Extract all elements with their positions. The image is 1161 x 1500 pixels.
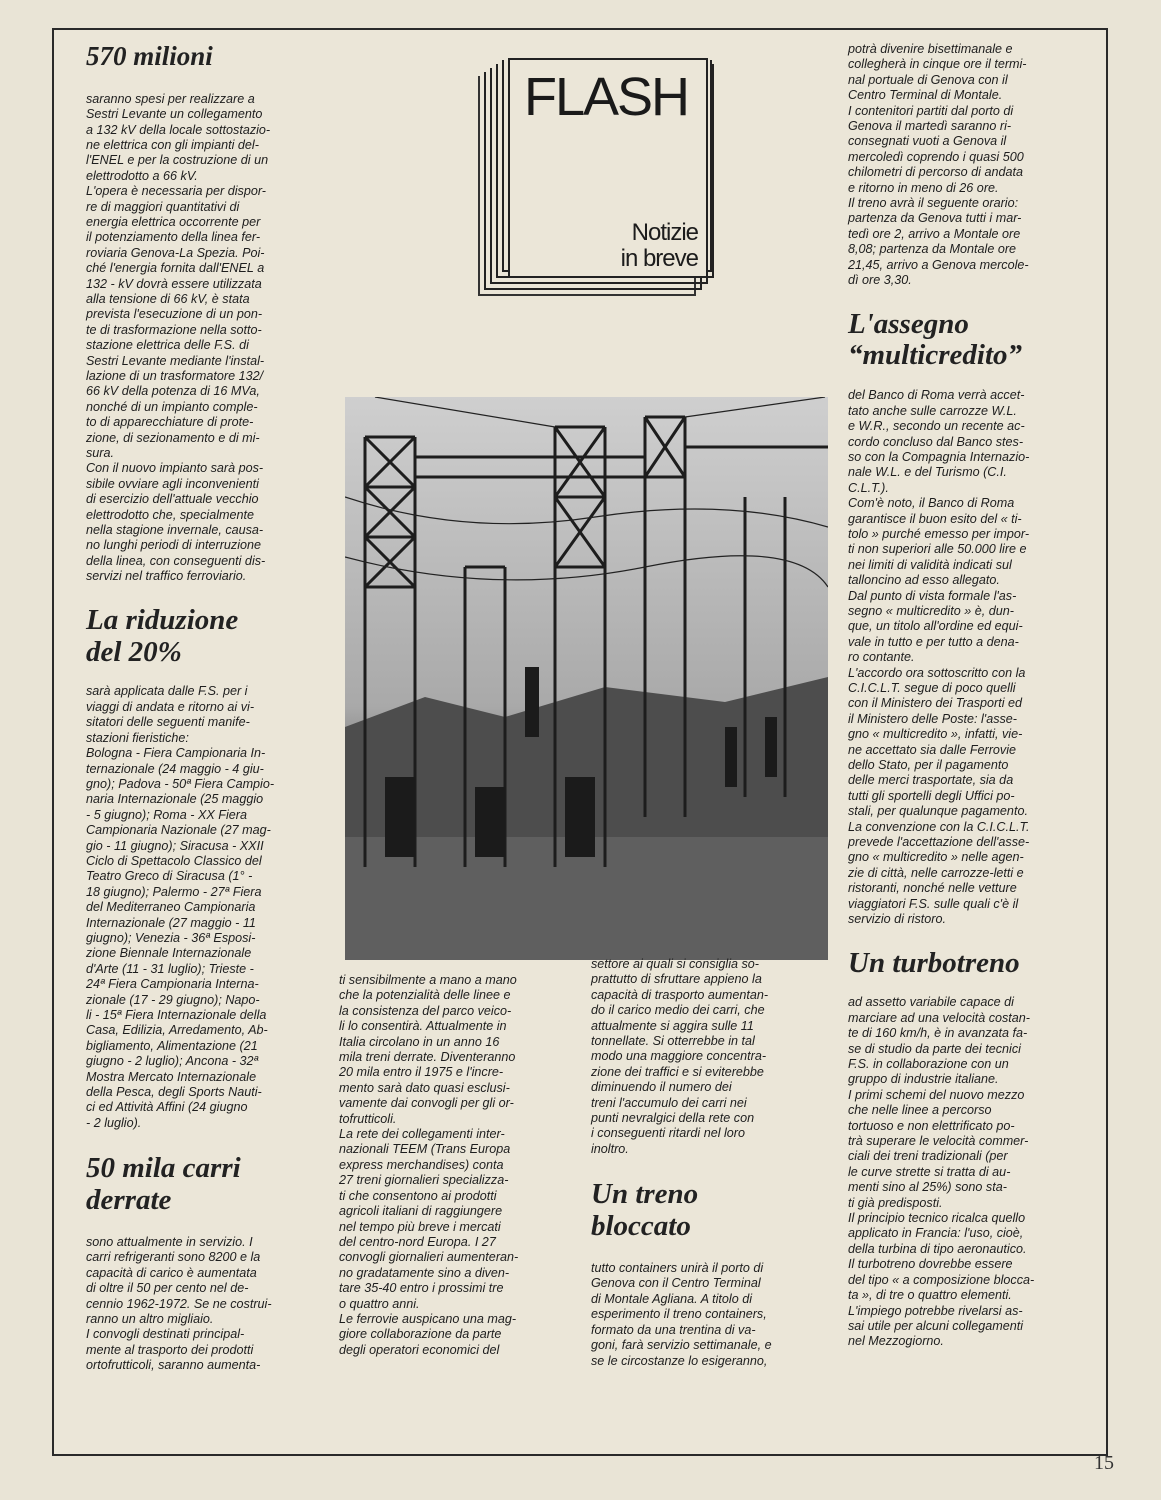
article-570-milioni-body: saranno spesi per realizzare a Sestri Levante un collegamento a 132 kV della locale sottostazio- ne elettrica con gli impianti del- l'ENEL e per la costruzione di un elettrodotto a 66 kV. L'opera è necessaria per dispor- re di maggiori quantitativi di energia elettrica occorrente per il potenziamento della linea fer- roviaria Genova-La Spezia. Poi- ché l'energia fornita dall'ENEL a 132 - kV dovrà essere utilizzata alla tensione di 66 kV, è stata prevista l'esecuzione di un pon- te di trasformazione nella sotto- stazione elettrica delle F.S. di Sestri Levante mediante l'instal- lazione di un trasformatore 132/ 66 kV della potenza di 16 MVa, nonché di un impianto comple- to di apparecchiature di prote- zione, di sezionamento e di mi- sura. Con il nuovo impianto sarà pos- sibile ovviare agli inconvenienti di esercizio dell'attuale vecchio elettrodotto che, specialmente nella stagione invernale, causa- no lunghi periodi di interruzione della linea, con conseguenti dis- servizi nel traffico ferroviario.	[86, 91, 271, 584]
flash-subtitle: Notizie in breve	[620, 219, 698, 272]
page-number: 15	[1094, 1452, 1114, 1474]
headline-riduzione: La riduzione del 20%	[86, 603, 239, 668]
headline-assegno-multicredito: L'assegno “multicredito”	[848, 307, 1022, 372]
column-1	[86, 42, 331, 1374]
article-turbotreno-body: ad assetto variabile capace di marciare ad una velocità costan- te di 160 km/h, è in avanzata fa- se di studio da parte dei tecnici F.S. in collaborazione con un gruppo di industrie italiane. I primi schemi del nuovo mezzo che nelle linee a percorso tortuoso e non elettrificato po- trà superare le velocità commer- ciali dei treni tradizionali (per le curve strette si tratta di au- menti sino al 25%) sono sta- ti già predisposti. Il principio tecnico ricalca quello applicato in Francia: l'uso, cioè, della turbina di tipo aeronautico. Il turbotreno dovrebbe essere del tipo « a composizione blocca- ta », di tre o quattro elementi. L'impiego potrebbe rivelarsi as- sai utile per alcuni collegamenti nel Mezzogiorno.	[848, 995, 1035, 1349]
column-4	[848, 42, 1093, 1350]
article-riduzione-body: sarà applicata dalle F.S. per i viaggi di andata e ritorno ai vi- sitatori delle seguenti manife- stazioni fieristiche: Bologna - Fiera Campionaria In- ternazionale (24 maggio - 4 giu- gno); Padova - 50ª Fiera Campio- naria Internazionale (25 maggio - 5 giugno); Roma - XX Fiera Campionaria Nazionale (27 mag- gio - 11 giugno); Siracusa - XXII Ciclo di Spettacolo Classico del Teatro Greco di Siracusa (1° - 18 giugno); Palermo - 27ª Fiera del Mediterraneo Campionaria Internazionale (27 maggio - 11 giugno); Venezia - 36ª Esposi- zione Biennale Internazionale d'Arte (11 - 31 luglio); Trieste - 24ª Fiera Campionaria Interna- zionale (17 - 29 giugno); Napo- li - 15ª Fiera Internazionale della Casa, Edilizia, Arredamento, Ab- bigliamento, Alimentazione (21 giugno - 2 luglio); Ancona - 32ª Mostra Mercato Internazionale della Pesca, degli Sports Nauti- ci ed Attività Affini (24 giugno - 2 luglio).	[86, 684, 275, 1130]
article-assegno-multicredito-body: del Banco di Roma verrà accet- tato anche sulle carrozze W.L. e W.R., secondo un recente ac- cordo concluso dal Banco stes- so con la Compagnia Internazio- nale W.L. e del Turismo (C.I. C.L.T.). Com'è noto, il Banco di Roma garantisce il buon esito del « ti- tolo » purché emesso per impor- ti non superiori alle 50.000 lire e nei limiti di validità indicati sul talloncino ad esso allegato. Dal punto di vista formale l'as- segno « multicredito » è, dun- que, un titolo all'ordine ed equi- vale in tutto e per tutto a dena- ro contante. L'accordo ora sottoscritto con la C.I.C.L.T. segue di poco quelli con il Ministero dei Trasporti ed il Ministero delle Poste: l'asse- gno « multicredito », infatti, vie- ne accettato sia dalle Ferrovie dello Stato, per il pagamento delle merci trasportate, sia da tutti gli sportelli degli Uffici po- stali, per qualunque pagamento. La convenzione con la C.I.C.L.T. prevede l'accettazione dell'asse- gno « multicredito » nelle agen- zie di città, nelle carrozze-letti e ristoranti, nonché nelle vetture viaggiatori F.S. sulle quali c'è il servizio di ristoro.	[848, 388, 1030, 927]
headline-570-milioni: 570 milioni	[86, 41, 213, 71]
substation-illustration	[345, 397, 828, 960]
column-3	[591, 957, 829, 1369]
headline-turbotreno: Un turbotreno	[848, 946, 1020, 979]
flash-title: FLASH	[524, 67, 689, 127]
article-treno-bloccato-body: tutto containers unirà il porto di Genova con il Centro Terminal di Montale Agliana. A titolo di esperimento il treno containers, formato da una trentina di va- goni, farà servizio settimanale, e se le circostanze lo esigeranno,	[591, 1261, 772, 1368]
article-50-mila-carri-continued: ti sensibilmente a mano a mano che la potenzialità delle linee e la consistenza del parco veico- li lo consentirà. Attualmente in Italia circolano in un anno 16 mila treni derrate. Diventeranno 20 mila entro il 1975 e l'incre- mento sarà dato quasi esclusi- vamente dai convogli per gli or- tofrutticoli. La rete dei collegamenti inter- nazionali TEEM (Trans Europa express merchandises) conta 27 treni giornalieri specializza- ti che consentono ai prodotti agricoli italiani di raggiungere nel tempo più breve i mercati del centro-nord Europa. I 27 convogli giornalieri aumenteran- no gradatamente sino a diven- tare 35-40 entro i prossimi tre o quattro anni. Le ferrovie auspicano una mag- giore collaborazione da parte degli operatori economici del	[339, 973, 519, 1357]
article-treno-bloccato-continued: potrà divenire bisettimanale e collegherà in cinque ore il termi- nal portuale di Genova con il Centro Terminal di Montale. I contenitori partiti dal porto di Genova il martedì saranno ri- consegnati vuoti a Genova il mercoledì coprendo i quasi 500 chilometri di percorso di andata e ritorno in meno di 26 ore. Il treno avrà il seguente orario: partenza da Genova tutti i mar- tedì ore 2, arrivo a Montale ore 8,08; partenza da Montale ore 21,45, arrivo a Genova mercole- dì ore 3,30.	[848, 42, 1029, 288]
flash-logo	[478, 48, 710, 296]
column-2	[339, 973, 579, 1358]
substation-photo	[345, 397, 828, 960]
article-50-mila-carri-body: sono attualmente in servizio. I carri refrigeranti sono 8200 e la capacità di carico è aumentata di oltre il 50 per cento nel de- cennio 1962-1972. Se ne costrui- ranno un altro migliaio. I convogli destinati principal- mente al trasporto dei prodotti ortofrutticoli, saranno aumenta-	[86, 1235, 272, 1373]
flash-box	[508, 58, 708, 278]
headline-50-mila-carri: 50 mila carri derrate	[86, 1152, 241, 1217]
headline-treno-bloccato: Un treno bloccato	[591, 1178, 699, 1243]
article-50-mila-carri-continued-2: settore ai quali si consiglia so- prattutto di sfruttare appieno la capacità di trasporto aumentan- do il carico medio dei carri, che attualmente si aggira sulle 11 tonnellate. Si otterrebbe in tal modo una maggiore concentra- zione dei traffici e si eviterebbe diminuendo il numero dei treni l'accumulo dei carri nei punti nevralgici della rete con i conseguenti ritardi nel loro inoltro.	[591, 957, 769, 1156]
